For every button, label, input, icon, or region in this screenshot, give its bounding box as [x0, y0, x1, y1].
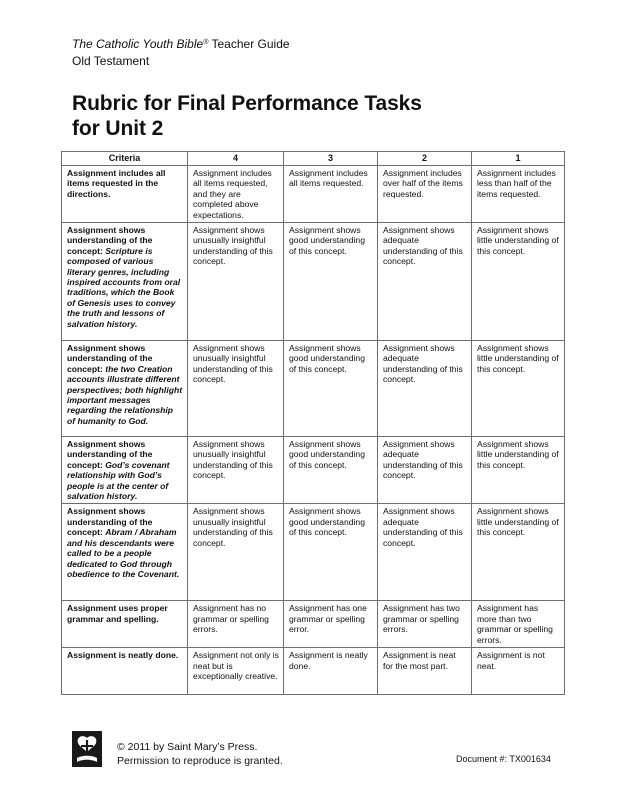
page-header	[72, 36, 290, 70]
criteria-cell: Assignment uses proper grammar and spelling.	[62, 601, 188, 648]
book-title: The Catholic Youth Bible	[72, 37, 204, 51]
score-4-cell: Assignment shows unusually insightful understanding of this concept.	[188, 341, 284, 437]
score-3-cell: Assignment shows good understanding of this concept.	[284, 341, 378, 437]
book-subtitle: Old Testament	[72, 54, 150, 68]
saint-marys-press-logo-icon	[72, 731, 102, 767]
score-4-cell: Assignment shows unusually insightful understanding of this concept.	[188, 223, 284, 341]
book-suffix: Teacher Guide	[208, 37, 290, 51]
table-row	[62, 601, 565, 648]
title-line-2: for Unit 2	[72, 117, 164, 140]
score-1-cell: Assignment shows little understanding of this concept.	[472, 223, 565, 341]
criteria-concept: Abram / Abraham and his descendants were called to be a people dedicated to God through obedience to the Covenant.	[67, 527, 180, 579]
score-2-cell: Assignment shows adequate understanding of this concept.	[378, 437, 472, 504]
score-2-cell: Assignment is neat for the most part.	[378, 648, 472, 695]
title-line-1: Rubric for Final Performance Tasks	[72, 92, 422, 115]
copyright-notice	[117, 740, 283, 768]
criteria-cell	[62, 504, 188, 601]
rubric-table	[61, 151, 565, 695]
score-3-cell: Assignment shows good understanding of this concept.	[284, 437, 378, 504]
column-header-criteria: Criteria	[62, 152, 188, 166]
column-header-2: 2	[378, 152, 472, 166]
registered-mark: ®	[203, 39, 209, 46]
criteria-cell	[62, 223, 188, 341]
table-row	[62, 437, 565, 504]
score-2-cell: Assignment has two grammar or spelling errors.	[378, 601, 472, 648]
criteria-cell: Assignment includes all items requested in the directions.	[62, 166, 188, 223]
table-row	[62, 504, 565, 601]
criteria-cell	[62, 341, 188, 437]
score-1-cell: Assignment shows little understanding of this concept.	[472, 504, 565, 601]
score-1-cell: Assignment has more than two grammar or spelling errors.	[472, 601, 565, 648]
score-3-cell: Assignment shows good understanding of this concept.	[284, 223, 378, 341]
criteria-cell: Assignment is neatly done.	[62, 648, 188, 695]
column-header-4: 4	[188, 152, 284, 166]
score-4-cell: Assignment not only is neat but is exceptionally creative.	[188, 648, 284, 695]
score-3-cell: Assignment shows good understanding of this concept.	[284, 504, 378, 601]
table-row	[62, 166, 565, 223]
page-title	[72, 91, 422, 141]
criteria-lead: Assignment shows understanding of the concept:	[67, 225, 153, 256]
score-4-cell: Assignment includes all items requested, and they are completed above expectations.	[188, 166, 284, 223]
score-3-cell: Assignment includes all items requested.	[284, 166, 378, 223]
document-number: Document #: TX001634	[456, 754, 551, 764]
copyright-line: © 2011 by Saint Mary’s Press.	[117, 741, 258, 753]
permission-line: Permission to reproduce is granted.	[117, 755, 283, 767]
book-title-line	[72, 36, 290, 53]
score-3-cell: Assignment is neatly done.	[284, 648, 378, 695]
criteria-cell	[62, 437, 188, 504]
score-1-cell: Assignment shows little understanding of this concept.	[472, 341, 565, 437]
table-header-row	[62, 152, 565, 166]
score-2-cell: Assignment shows adequate understanding of this concept.	[378, 504, 472, 601]
criteria-concept: the two Creation accounts illustrate different perspectives; both highlight important messages regarding the relationship of humanity to God.	[67, 363, 183, 426]
score-1-cell: Assignment shows little understanding of this concept.	[472, 437, 565, 504]
score-1-cell: Assignment includes less than half of the items requested.	[472, 166, 565, 223]
table-row	[62, 648, 565, 695]
criteria-lead: Assignment shows understanding of the concept:	[67, 343, 153, 374]
column-header-3: 3	[284, 152, 378, 166]
score-1-cell: Assignment is not neat.	[472, 648, 565, 695]
criteria-concept: Scripture is composed of various literary genres, including inspired accounts from oral traditions, which the Book of Genesis uses to convey the truth and lessons of salvation history.	[67, 245, 181, 329]
score-3-cell: Assignment has one grammar or spelling error.	[284, 601, 378, 648]
criteria-concept: God’s covenant relationship with God’s people is at the center of salvation history.	[67, 459, 170, 502]
column-header-1: 1	[472, 152, 565, 166]
criteria-lead: Assignment shows understanding of the concept:	[67, 506, 153, 538]
criteria-lead: Assignment shows understanding of the concept:	[67, 439, 153, 470]
table-row	[62, 223, 565, 341]
score-4-cell: Assignment has no grammar or spelling errors.	[188, 601, 284, 648]
score-4-cell: Assignment shows unusually insightful understanding of this concept.	[188, 437, 284, 504]
score-2-cell: Assignment shows adequate understanding of this concept.	[378, 341, 472, 437]
score-4-cell: Assignment shows unusually insightful understanding of this concept.	[188, 504, 284, 601]
table-row	[62, 341, 565, 437]
score-2-cell: Assignment shows adequate understanding of this concept.	[378, 223, 472, 341]
score-2-cell: Assignment includes over half of the items requested.	[378, 166, 472, 223]
